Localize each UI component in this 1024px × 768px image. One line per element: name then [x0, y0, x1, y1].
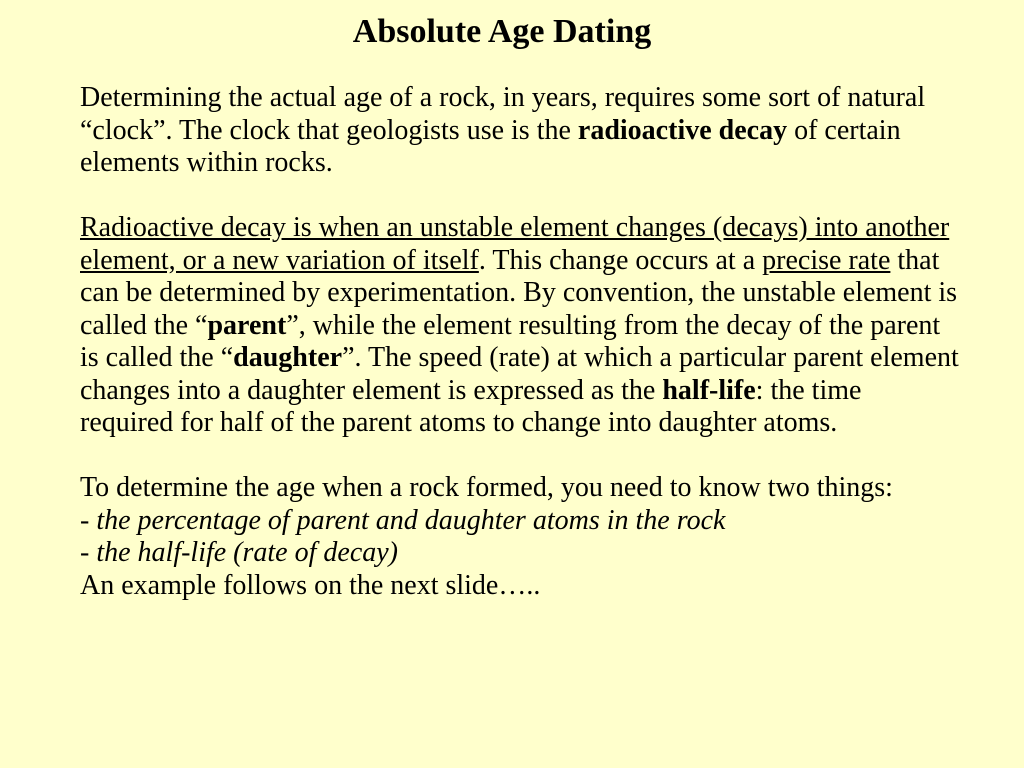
slide-title: Absolute Age Dating [352, 13, 652, 50]
paragraph-definition [80, 212, 960, 440]
closing-line: An example follows on the next slide….. [80, 569, 541, 601]
requirement-text-2: the half-life (rate of decay) [96, 537, 398, 568]
text-run: that can be determined by experimentation. By convention, the unstable element is called the “ [80, 244, 958, 341]
slide-body [80, 82, 960, 602]
term-parent: parent [207, 309, 287, 341]
requirement-item-2 [80, 537, 960, 570]
underlined-definition: Radioactive decay is when an unstable element changes (decays) into another element, or a new variation of itself [80, 212, 950, 276]
text-run: Determining the actual age of a rock, in years, requires some sort of natural “clock”. The clock that geologists use is the [80, 82, 926, 146]
text-run: ”, while the element resulting from the decay of the parent is called the “ [80, 309, 941, 373]
term-radioactive-decay: radioactive decay [577, 114, 788, 146]
paragraph-intro [80, 82, 960, 180]
paragraph-gap [80, 440, 960, 473]
requirements-intro: To determine the age when a rock formed, you need to know two things: [80, 472, 893, 503]
text-run: : the time required for half of the parent atoms to change into daughter atoms. [80, 374, 862, 438]
list-dash: - [80, 504, 97, 536]
text-run: ”. The speed (rate) at which a particular parent element changes into a daughter element is expressed as the [80, 342, 959, 406]
text-run: . This change occurs at a [478, 244, 763, 276]
paragraph-requirements [80, 472, 960, 602]
requirement-item-1 [80, 505, 960, 538]
paragraph-gap [80, 180, 960, 213]
term-daughter: daughter [233, 342, 343, 373]
list-dash: - [80, 537, 97, 568]
term-half-life: half-life [662, 374, 756, 406]
underlined-precise-rate: precise rate [762, 244, 891, 276]
text-run: of certain elements within rocks. [80, 114, 901, 178]
requirement-text-1: the percentage of parent and daughter atoms in the rock [96, 504, 726, 536]
